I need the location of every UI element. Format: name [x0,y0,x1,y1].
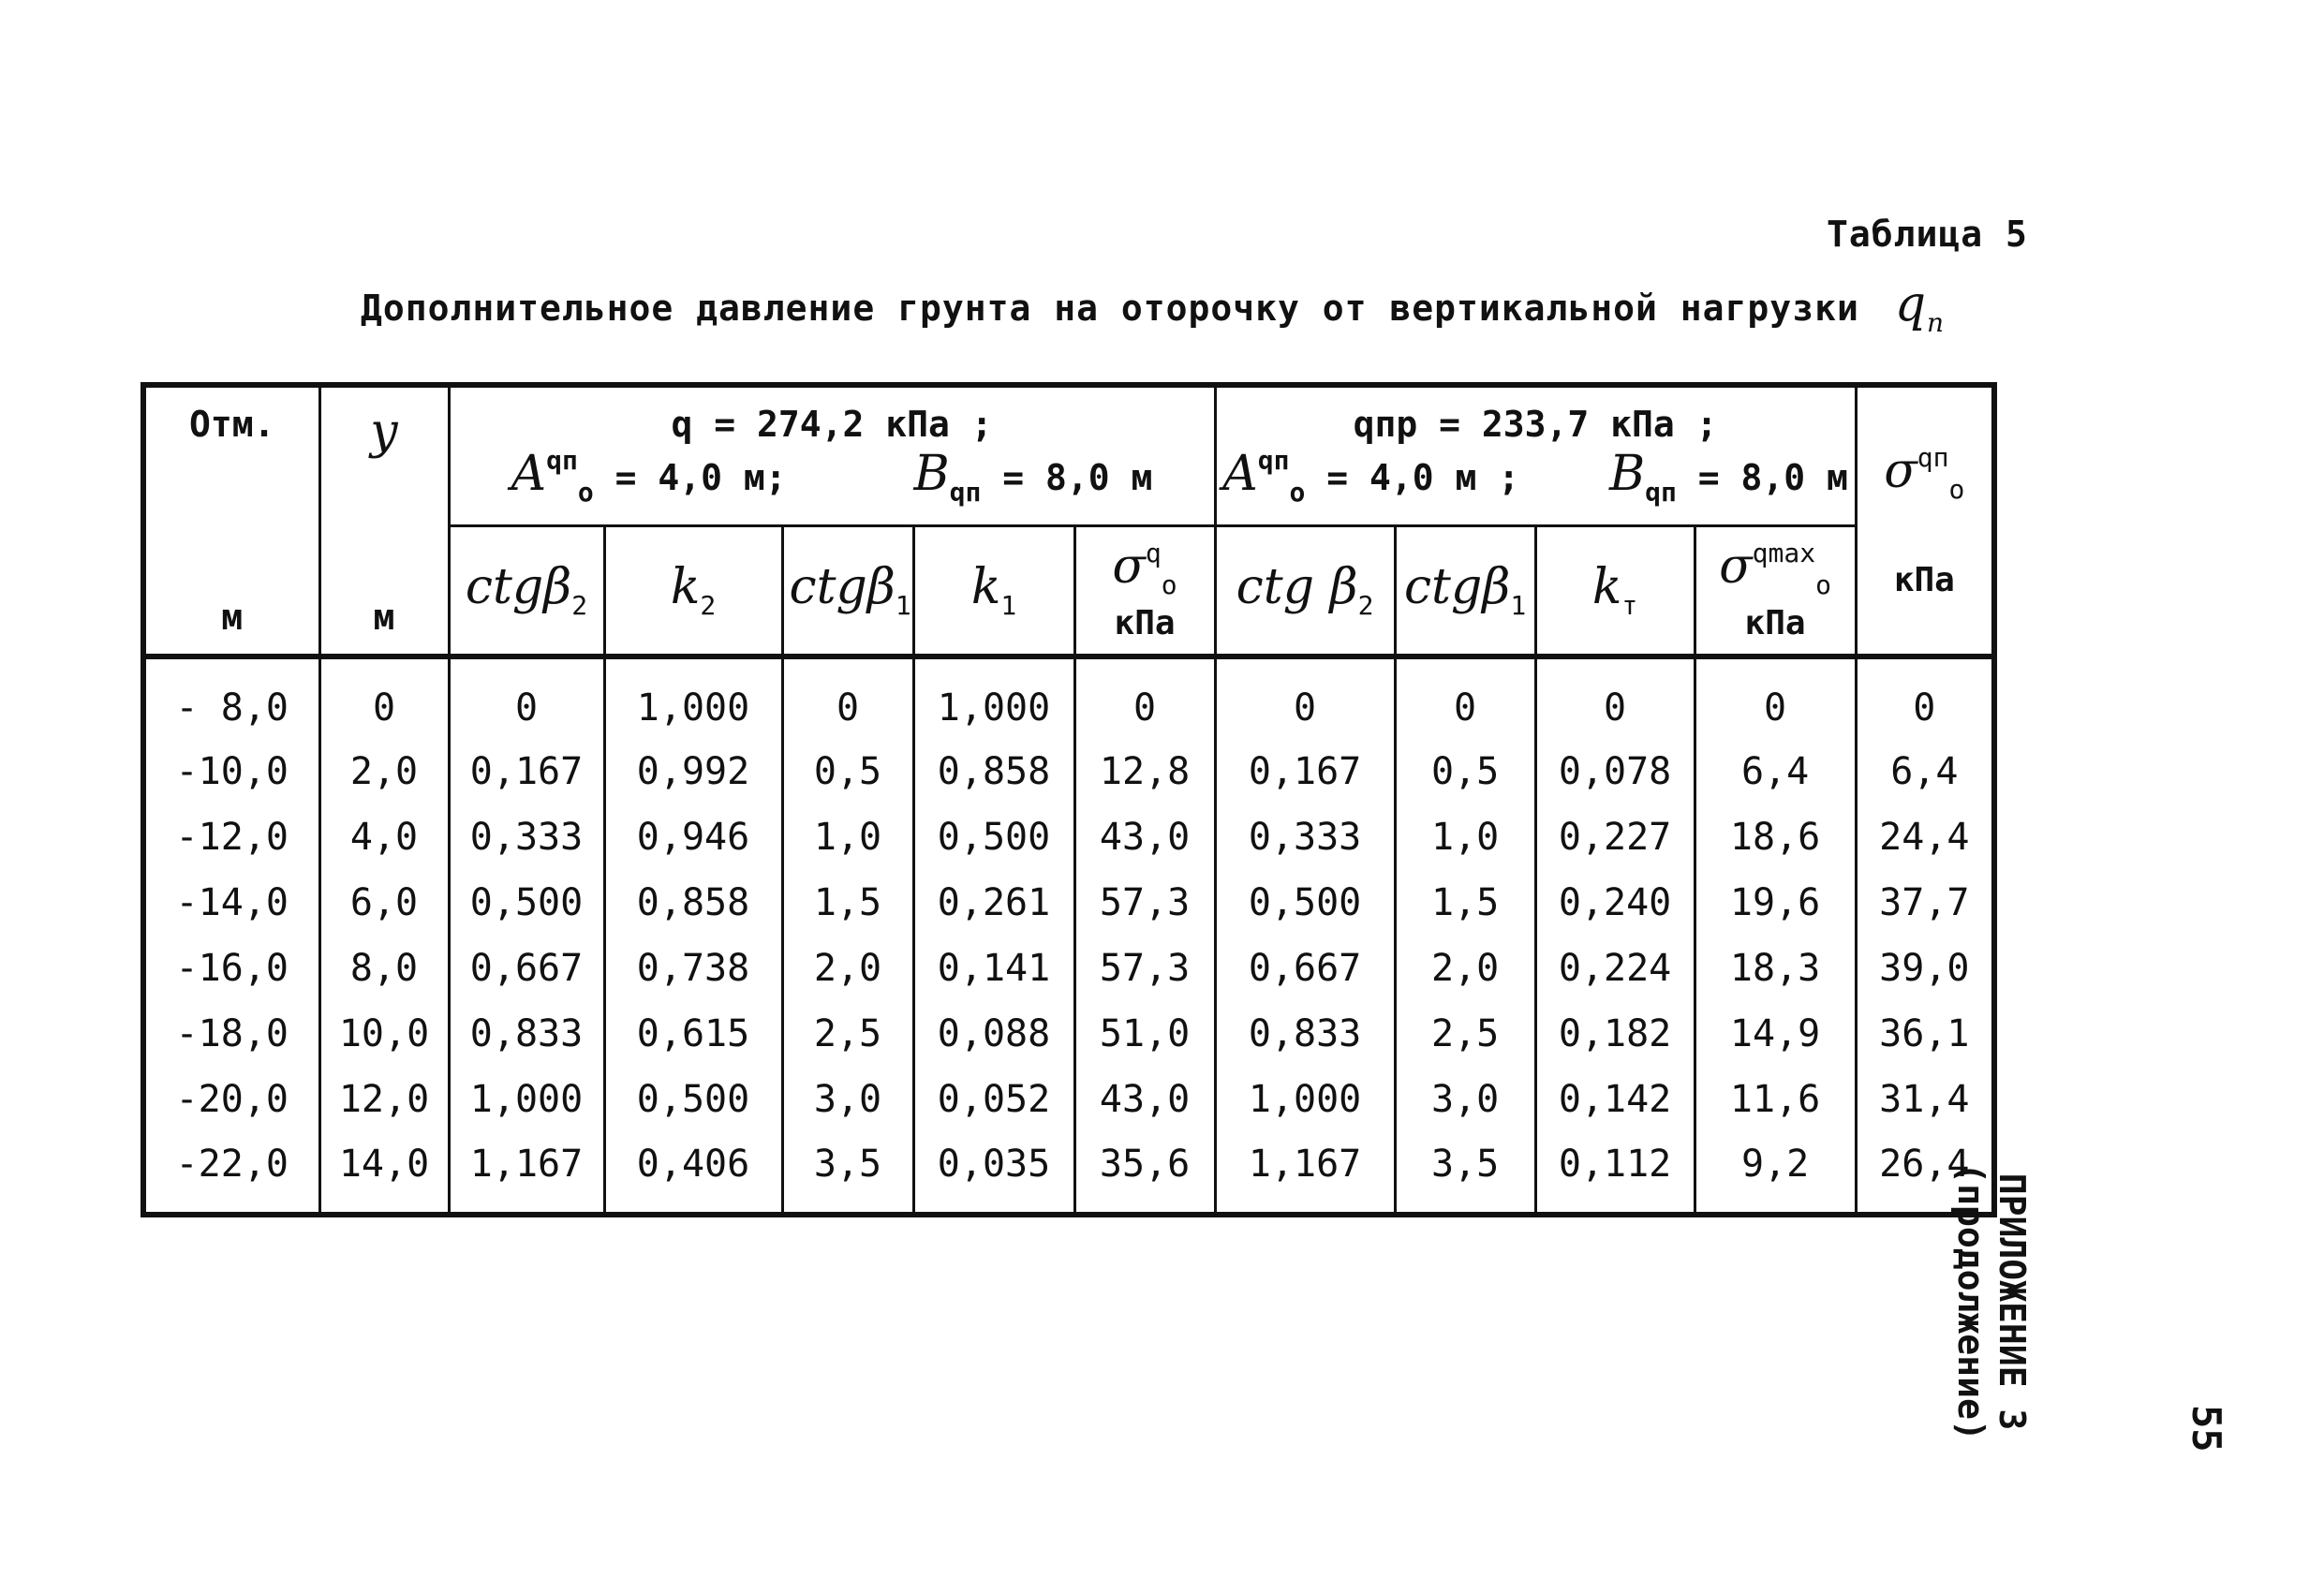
appendix-title: ПРИЛОЖЕНИЕ 3 [1991,1173,2033,1431]
table-cell: -12,0 [143,804,319,870]
table-cell: 1,0 [782,804,913,870]
table-cell: 11,6 [1695,1067,1856,1132]
table-row [143,1132,1994,1215]
table-cell: 0,112 [1535,1132,1695,1215]
table-cell: 0,946 [604,804,782,870]
table-cell: 0,088 [913,1001,1074,1067]
table-cell: 57,3 [1074,936,1215,1001]
table-cell: -10,0 [143,739,319,804]
table-cell: 1,000 [1215,1067,1395,1132]
table-cell: 0,224 [1535,936,1695,1001]
table-cell: 3,0 [1395,1067,1535,1132]
table-cell: 36,1 [1856,1001,1994,1067]
table-cell: 12,0 [319,1067,449,1132]
table-cell: 0 [1074,656,1215,739]
table-cell: 3,5 [1395,1132,1535,1215]
table-cell: 31,4 [1856,1067,1994,1132]
table-cell: 0,227 [1535,804,1695,870]
table-cell: 0 [1215,656,1395,739]
caption-text: Дополнительное давление грунта на оторочку от вертикальной нагрузки [361,288,1859,329]
table-cell: 0,167 [1215,739,1395,804]
header-sigma-q: $\sigma^q_о$ кПа [1074,525,1215,656]
table-cell: 0,240 [1535,870,1695,936]
header-kt: $k_т$ [1535,525,1695,656]
table-row [143,656,1994,739]
table-cell: 0,141 [913,936,1074,1001]
table-cell: 18,3 [1695,936,1856,1001]
header-sigma-total: $\sigma^{qп}_о$ кПа [1856,385,1994,656]
table-cell: 0,858 [604,870,782,936]
header-group-qpr: qпр = 233,7 кПа ; $A^{qп}_о = 4,0$ м ; $B_{qп} = 8,0$ м [1215,385,1856,525]
table-cell: 18,6 [1695,804,1856,870]
table-cell: 0,052 [913,1067,1074,1132]
table-cell: 19,6 [1695,870,1856,936]
appendix-note [1950,1105,2033,1498]
table-cell: 3,0 [782,1067,913,1132]
table-row [143,936,1994,1001]
table-cell: 0,667 [1215,936,1395,1001]
header-ctg-b1: ctgβ$_1$ [782,525,913,656]
table-caption [361,276,1945,338]
pressure-table [141,382,1997,1217]
table-cell: 26,4 [1856,1132,1994,1215]
table-cell: 14,9 [1695,1001,1856,1067]
table-cell: 1,000 [604,656,782,739]
table-cell: 0,5 [1395,739,1535,804]
caption-symbol: $q_п$ [1894,276,1946,338]
table-cell: 0 [782,656,913,739]
table-cell: 8,0 [319,936,449,1001]
table-cell: 0,500 [1215,870,1395,936]
table-cell: 1,5 [1395,870,1535,936]
table-cell: 0,406 [604,1132,782,1215]
table-cell: 0,738 [604,936,782,1001]
table-cell: 12,8 [1074,739,1215,804]
table-cell: 3,5 [782,1132,913,1215]
table-cell: 0,992 [604,739,782,804]
table-cell: 0,333 [449,804,604,870]
header-ctg-b2-2: ctg $\beta_2$ [1215,525,1395,656]
table-cell: 2,5 [1395,1001,1535,1067]
table-cell: 2,0 [319,739,449,804]
table-cell: -14,0 [143,870,319,936]
table-cell: 6,0 [319,870,449,936]
header-sigma-qmax: $\sigma^{qmax}_о$ кПа [1695,525,1856,656]
table-cell: 0,833 [449,1001,604,1067]
table-cell: 0,667 [449,936,604,1001]
table-cell: 0 [1695,656,1856,739]
table-cell: 0,078 [1535,739,1695,804]
table-cell: 43,0 [1074,804,1215,870]
table-cell: 6,4 [1695,739,1856,804]
table-cell: 10,0 [319,1001,449,1067]
table-cell: 0,167 [449,739,604,804]
table-cell: 0,500 [604,1067,782,1132]
table-cell: 0,615 [604,1001,782,1067]
table-cell: 0,142 [1535,1067,1695,1132]
page-number: 55 [2183,1405,2229,1453]
table-cell: 2,0 [782,936,913,1001]
table-cell: 37,7 [1856,870,1994,936]
table-cell: 1,0 [1395,804,1535,870]
header-group-q: q = 274,2 кПа ; $A^{qп}_о = 4,0$ м; $B_{qп} = 8,0$ м [449,385,1215,525]
table-cell: 0,833 [1215,1001,1395,1067]
table-cell: 0,500 [913,804,1074,870]
table-cell: 1,167 [1215,1132,1395,1215]
table-cell: 0 [1395,656,1535,739]
table-cell: 6,4 [1856,739,1994,804]
table-cell: 0,035 [913,1132,1074,1215]
header-ctg-b2: ctgβ$_2$ [449,525,604,656]
table-cell: 0 [1856,656,1994,739]
table-cell: 4,0 [319,804,449,870]
header-k2: $k_2$ [604,525,782,656]
table-row [143,804,1994,870]
header-k1: $k_1$ [913,525,1074,656]
table-cell: 1,000 [913,656,1074,739]
table-row [143,739,1994,804]
table-cell: 0 [1535,656,1695,739]
table-row [143,1067,1994,1132]
table-cell: 57,3 [1074,870,1215,936]
table-row [143,1001,1994,1067]
table-cell: -16,0 [143,936,319,1001]
table-cell: 43,0 [1074,1067,1215,1132]
table-cell: 35,6 [1074,1132,1215,1215]
table-cell: -20,0 [143,1067,319,1132]
table-cell: 0,500 [449,870,604,936]
table-cell: 51,0 [1074,1001,1215,1067]
table-cell: 14,0 [319,1132,449,1215]
table-cell: 24,4 [1856,804,1994,870]
table-cell: -18,0 [143,1001,319,1067]
table-cell: 9,2 [1695,1132,1856,1215]
table-cell: 0 [449,656,604,739]
header-ctg-b1-2: ctgβ$_1$ [1395,525,1535,656]
table-row [143,870,1994,936]
header-y: y м [319,385,449,656]
table-cell: 0,5 [782,739,913,804]
header-elevation: Отм. м [143,385,319,656]
table-cell: 0,333 [1215,804,1395,870]
table-label: Таблица 5 [1827,214,2028,255]
table-cell: -22,0 [143,1132,319,1215]
appendix-subtitle: (продолжение) [1950,1162,1991,1441]
table-cell: 1,000 [449,1067,604,1132]
table-cell: 2,5 [782,1001,913,1067]
table-cell: 0,182 [1535,1001,1695,1067]
table-cell: 39,0 [1856,936,1994,1001]
table-cell: 1,167 [449,1132,604,1215]
table-cell: 1,5 [782,870,913,936]
table-cell: 0,858 [913,739,1074,804]
table-cell: - 8,0 [143,656,319,739]
table-cell: 2,0 [1395,936,1535,1001]
table-cell: 0 [319,656,449,739]
table-cell: 0,261 [913,870,1074,936]
